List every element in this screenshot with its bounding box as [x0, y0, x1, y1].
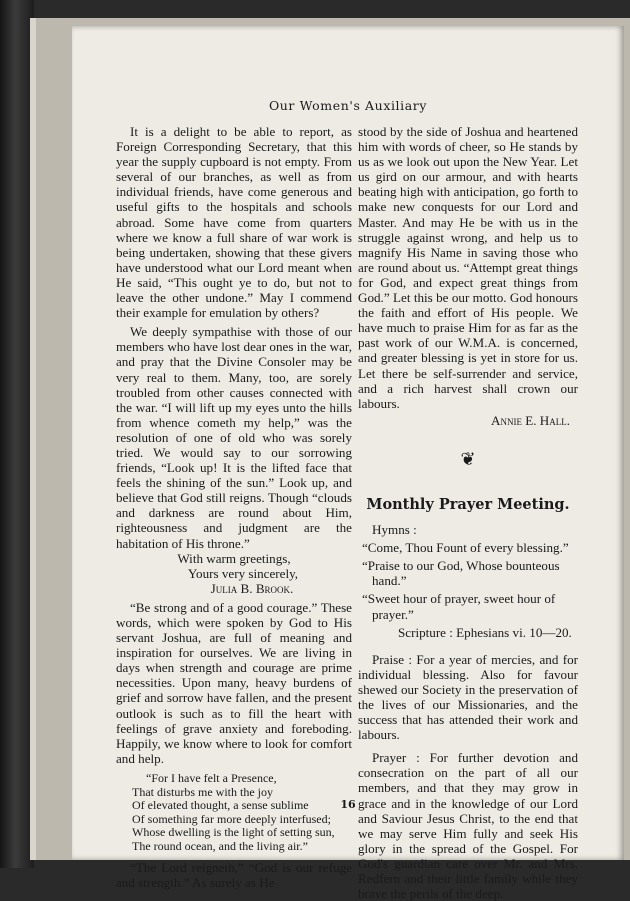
closing-line: Yours very sincerely,	[187, 565, 299, 581]
paragraph: We deeply sympathise with those of our members who have lost dear ones in the war, and pray that the Divine Consoler may be very real to them. Many, too, are sorely troubled from other causes connected with the war. “I will lift up my eyes unto the hills from whence cometh my help,” was the resolution of one of old who was sorely tried. We would say to our sorrowing friends, “Look up! It is the lifted face that feels the shining of the sun.” Look up, and believe that God still reigns. Though “clouds and darkness are round about Him, righteousness and judgment are the habitation of His throne.”	[116, 324, 352, 551]
hymn-item: “Come, Thou Fount of every blessing.”	[362, 540, 569, 556]
prayer-paragraph: Prayer : For further devotion and consecration on the part of all our members, and that they may grow in grace and in the knowledge of our Lord and Saviour Jesus Christ, to the end that we may serve Him fully and seek His glory in the spread of the Gospel. For God's guardian care over Mr. and Mrs. Redfern and their little family while they brave the perils of the deep.	[358, 750, 578, 901]
paragraph: It is a delight to be able to report, as Foreign Corresponding Secretary, that this year the supply cupboard is not empty. From several of our branches, as well as from individual friends, have come generous and useful gifts to the hospitals and schools abroad. Some have come from quarters where we know a full share of war work is being undertaken, showing that these givers have understood what our Lord meant when He said, “This ought ye to do, but not to leave the other undone.” May I commend their example for emulation by others?	[116, 124, 352, 321]
page-number: 16	[340, 798, 356, 811]
running-title: Our Women's Auxiliary	[268, 98, 428, 113]
hymns-label: Hymns :	[372, 522, 417, 538]
closing-line: With warm greetings,	[177, 550, 291, 566]
paragraph: “Be strong and of a good courage.” These words, which were spoken by God to His servant Joshua, are full of meaning and inspiration for ourselves. We are living in days when strength and courage are prime necessities. Upon many, heavy burdens of grief and sorrow have fallen, and the present outlook is such as to fill the heart with feelings of grave anxiety and foreboding. Happily, we know where to look for comfort and help.	[116, 599, 352, 766]
verse-line: Of something far more deeply interfused;	[132, 811, 331, 826]
hymn-item: “Sweet hour of prayer, sweet hour of prayer.”	[362, 591, 556, 622]
verse-line: “For I have felt a Presence,	[146, 770, 277, 785]
section-title: Monthly Prayer Meeting.	[366, 495, 570, 513]
fleuron-ornament-icon: ❦	[460, 448, 476, 469]
praise-paragraph: Praise : For a year of mercies, and for individual blessing. Also for favour shewed our Society in the preservation of the lives of our Missionaries, and the success that has attended their work and labours.	[358, 651, 578, 743]
verse-line: Whose dwelling is the light of setting sun,	[132, 825, 335, 840]
signature: Julia B. Brook.	[210, 580, 294, 596]
paragraph: stood by the side of Joshua and heartened him with words of cheer, so He stands by us as we look out upon the New Year. Let us gird on our armour, and with hearts beating high with anticipation, go forth to make new conquests for our Lord and Master. And may He be with us in the struggle against wrong, and help us to magnify His Name in saving those who are round about us. “Attempt great things for God, and expect great things from God.” Let this be our motto. God honours the faith and effort of His people. We have much to praise Him for as far as the past work of our W.M.A. is concerned, and greater blessing is yet in store for us. Let there be self-surrender and service, and a rich harvest shall crown our labours.	[358, 124, 578, 411]
right-column	[358, 124, 578, 901]
letter-closing	[116, 551, 352, 596]
verse-line: The round ocean, and the living air.”	[132, 838, 308, 853]
verse-line: Of elevated thought, a sense sublime	[132, 798, 309, 813]
book-binding	[0, 0, 34, 868]
book-page	[72, 26, 624, 901]
poem-quote	[132, 772, 352, 854]
signature: Annie E. Hall.	[491, 412, 570, 428]
left-column	[116, 124, 352, 890]
verse-line: That disturbs me with the joy	[132, 784, 273, 799]
hymn-item: “Praise to our God, Whose bounteous hand.”	[362, 558, 560, 589]
scripture-reference: Scripture : Ephesians vi. 10—20.	[398, 624, 572, 640]
paragraph: “The Lord reigneth,” “God is our refuge and strength.” As surely as He	[116, 859, 352, 890]
